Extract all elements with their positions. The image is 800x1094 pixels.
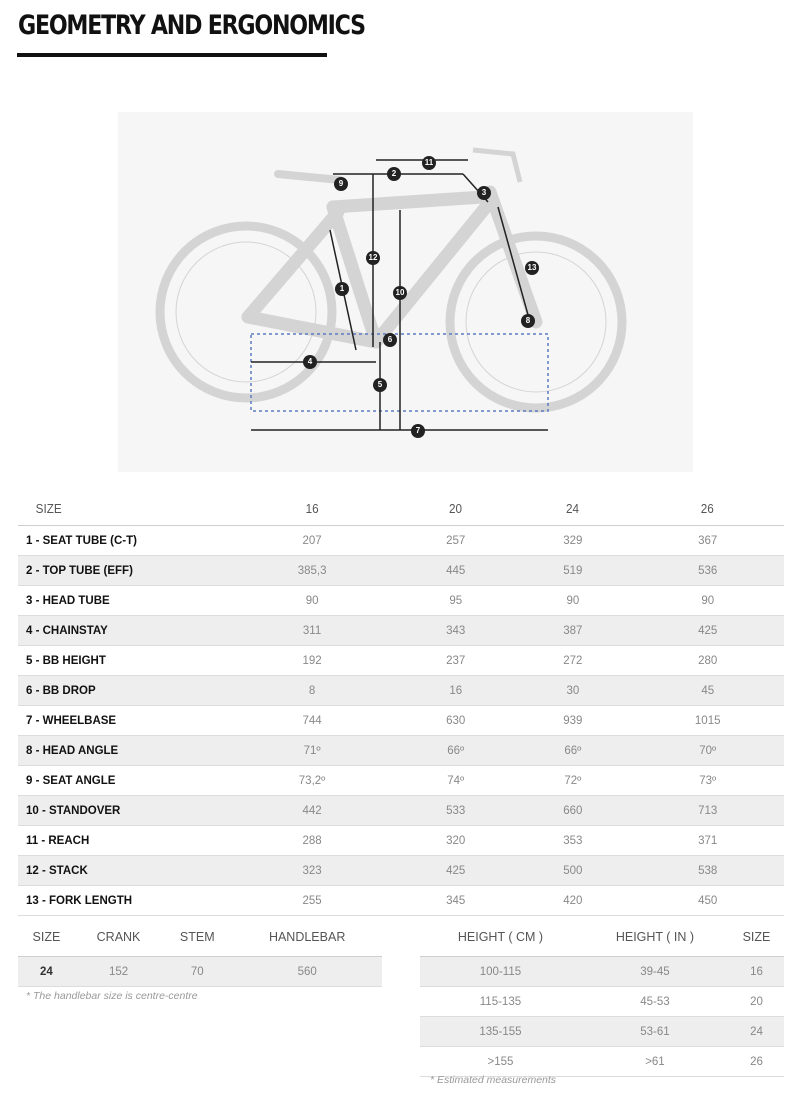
- cell-value: 73º: [631, 766, 784, 796]
- geometry-table: [18, 491, 784, 916]
- cell-value: 630: [397, 706, 514, 736]
- title-underline: [17, 53, 327, 57]
- cell-value: 713: [631, 796, 784, 826]
- cell-value: 538: [631, 856, 784, 886]
- header-size-16: 16: [236, 491, 389, 526]
- cell-value: 500: [514, 856, 631, 886]
- header-height-in: HEIGHT ( IN ): [581, 918, 729, 957]
- header-size-20: 20: [403, 491, 508, 526]
- cell-value: 24: [729, 1017, 784, 1047]
- cell-value: 519: [514, 556, 631, 586]
- cell-value: 74º: [397, 766, 514, 796]
- cell-value: 660: [514, 796, 631, 826]
- cell-value: 320: [397, 826, 514, 856]
- header-stem: STEM: [162, 918, 232, 957]
- cell-value: 70º: [631, 736, 784, 766]
- row-label: 5 - BB HEIGHT: [18, 646, 227, 676]
- marker-1: 1: [335, 282, 349, 296]
- cell-value: 744: [227, 706, 397, 736]
- row-label: 3 - HEAD TUBE: [18, 586, 227, 616]
- cell-value: 353: [514, 826, 631, 856]
- table-row: [18, 826, 784, 856]
- cell-value: 329: [514, 526, 631, 556]
- table-row: [18, 736, 784, 766]
- handlebar: [473, 150, 520, 182]
- table-row: [18, 586, 784, 616]
- row-label: 7 - WHEELBASE: [18, 706, 227, 736]
- cell-value: 8: [227, 676, 397, 706]
- cell-value: 311: [227, 616, 397, 646]
- row-label: 9 - SEAT ANGLE: [18, 766, 227, 796]
- header-size: SIZE: [18, 918, 75, 957]
- cell-value: 45-53: [581, 987, 729, 1017]
- cell-value: 66º: [514, 736, 631, 766]
- row-label: 10 - STANDOVER: [18, 796, 227, 826]
- header-size-26: 26: [639, 491, 776, 526]
- cell-value: 345: [397, 886, 514, 916]
- table-row: [18, 886, 784, 916]
- cell-value: 26: [729, 1047, 784, 1077]
- cell-value: 30: [514, 676, 631, 706]
- marker-5: 5: [373, 378, 387, 392]
- cell-handlebar: 560: [232, 957, 382, 987]
- header-size: SIZE: [28, 491, 216, 526]
- cell-value: 387: [514, 616, 631, 646]
- cell-value: 16: [729, 957, 784, 987]
- rider-height-table: [420, 918, 784, 1077]
- marker-3: 3: [477, 186, 491, 200]
- saddle: [278, 174, 340, 180]
- table-row: [420, 1047, 784, 1077]
- cell-value: 135-155: [420, 1017, 581, 1047]
- page-title: GEOMETRY AND ERGONOMICS: [18, 10, 365, 41]
- marker-8: 8: [521, 314, 535, 328]
- marker-12: 12: [366, 251, 380, 265]
- cell-value: >61: [581, 1047, 729, 1077]
- cell-value: 272: [514, 646, 631, 676]
- cell-value: 536: [631, 556, 784, 586]
- cell-value: >155: [420, 1047, 581, 1077]
- table-row: [18, 676, 784, 706]
- cell-value: 53-61: [581, 1017, 729, 1047]
- row-label: 8 - HEAD ANGLE: [18, 736, 227, 766]
- table-row: [18, 856, 784, 886]
- table-row: [420, 957, 784, 987]
- cell-crank: 152: [75, 957, 162, 987]
- cell-value: 115-135: [420, 987, 581, 1017]
- header-crank: CRANK: [75, 918, 162, 957]
- cell-value: 445: [397, 556, 514, 586]
- marker-7: 7: [411, 424, 425, 438]
- cell-value: 100-115: [420, 957, 581, 987]
- cell-value: 90: [227, 586, 397, 616]
- marker-2: 2: [387, 167, 401, 181]
- cell-value: 939: [514, 706, 631, 736]
- table-row: [18, 556, 784, 586]
- cell-value: 192: [227, 646, 397, 676]
- cell-value: 257: [397, 526, 514, 556]
- cell-value: 425: [631, 616, 784, 646]
- header-height-cm: HEIGHT ( CM ): [420, 918, 581, 957]
- table-row: [18, 766, 784, 796]
- cell-value: 71º: [227, 736, 397, 766]
- marker-6: 6: [383, 333, 397, 347]
- cell-value: 533: [397, 796, 514, 826]
- cell-value: 16: [397, 676, 514, 706]
- table-row: [18, 957, 382, 987]
- cell-value: 90: [631, 586, 784, 616]
- cell-value: 255: [227, 886, 397, 916]
- row-label: 13 - FORK LENGTH: [18, 886, 227, 916]
- estimated-note: * Estimated measurements: [430, 1074, 557, 1086]
- cell-value: 367: [631, 526, 784, 556]
- marker-4: 4: [303, 355, 317, 369]
- cell-value: 90: [514, 586, 631, 616]
- cell-value: 385,3: [227, 556, 397, 586]
- cell-value: 425: [397, 856, 514, 886]
- handlebar-note: * The handlebar size is centre-centre: [26, 990, 198, 1002]
- table-row: [18, 706, 784, 736]
- cell-value: 237: [397, 646, 514, 676]
- row-label: 2 - TOP TUBE (EFF): [18, 556, 227, 586]
- marker-13: 13: [525, 261, 539, 275]
- components-header-row: [18, 918, 382, 957]
- height-header-row: [420, 918, 784, 957]
- cell-value: 66º: [397, 736, 514, 766]
- header-handlebar: HANDLEBAR: [232, 918, 382, 957]
- cell-value: 20: [729, 987, 784, 1017]
- row-label: 4 - CHAINSTAY: [18, 616, 227, 646]
- cell-value: 95: [397, 586, 514, 616]
- table-row: [18, 646, 784, 676]
- cell-value: 39-45: [581, 957, 729, 987]
- table-row: [18, 616, 784, 646]
- table-row: [420, 1017, 784, 1047]
- cell-value: 288: [227, 826, 397, 856]
- table-row: [420, 987, 784, 1017]
- geometry-header-row: [18, 491, 784, 526]
- cell-value: 323: [227, 856, 397, 886]
- cell-value: 73,2º: [227, 766, 397, 796]
- cell-value: 371: [631, 826, 784, 856]
- cell-stem: 70: [162, 957, 232, 987]
- row-label: 1 - SEAT TUBE (C-T): [18, 526, 227, 556]
- bike-geometry-diagram: [118, 112, 693, 472]
- row-label: 11 - REACH: [18, 826, 227, 856]
- row-label: 12 - STACK: [18, 856, 227, 886]
- marker-9: 9: [334, 177, 348, 191]
- cell-value: 343: [397, 616, 514, 646]
- cell-size: 24: [18, 957, 75, 987]
- cell-value: 420: [514, 886, 631, 916]
- cell-value: 450: [631, 886, 784, 916]
- header-size: SIZE: [729, 918, 784, 957]
- marker-10: 10: [393, 286, 407, 300]
- cell-value: 207: [227, 526, 397, 556]
- header-size-24: 24: [520, 491, 625, 526]
- cell-value: 45: [631, 676, 784, 706]
- marker-11: 11: [422, 156, 436, 170]
- cell-value: 72º: [514, 766, 631, 796]
- cell-value: 1015: [631, 706, 784, 736]
- row-label: 6 - BB DROP: [18, 676, 227, 706]
- table-row: [18, 526, 784, 556]
- components-table: [18, 918, 382, 987]
- cell-value: 442: [227, 796, 397, 826]
- cell-value: 280: [631, 646, 784, 676]
- table-row: [18, 796, 784, 826]
